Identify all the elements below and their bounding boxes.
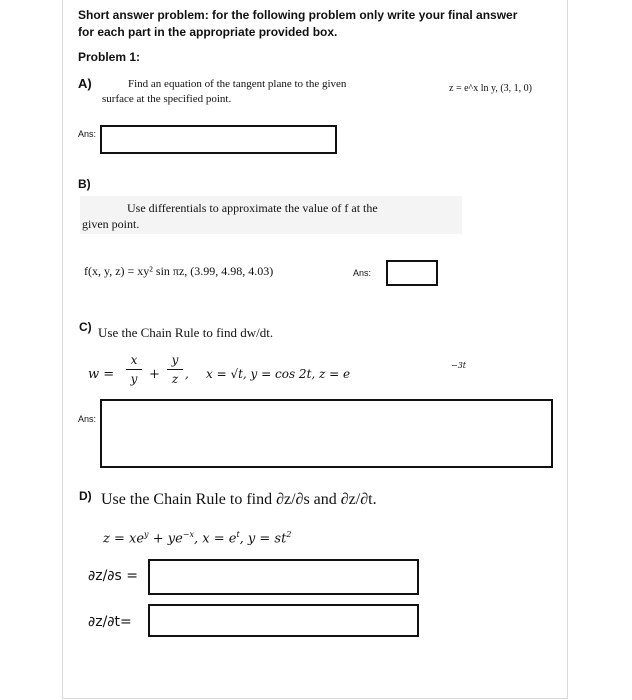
problem-title: Problem 1: (78, 50, 141, 64)
part-d-equation (103, 530, 291, 546)
part-a-prompt-line-2: surface at the specified point. (102, 93, 232, 105)
part-d-eq-exp3: t (236, 530, 240, 539)
part-a-answer-box[interactable] (100, 125, 337, 154)
part-a-equation: z = e^x ln y, (3, 1, 0) (449, 83, 532, 94)
part-a-prompt-line-1: Find an equation of the tangent plane to the given (128, 78, 347, 90)
part-d-eq-exp4: 2 (286, 530, 292, 539)
part-d-dt-answer-box[interactable] (148, 604, 419, 637)
part-c-frac2-denominator: z (171, 372, 179, 386)
part-c-comma: , (185, 367, 189, 381)
part-d-eq-exp2: −x (182, 530, 194, 539)
part-d-eq-start: z = xe (103, 531, 145, 547)
instructions-line-1: Short answer problem: for the following problem only write your final answer (78, 8, 518, 22)
part-d-dt-label: ∂z/∂t= (88, 614, 132, 630)
part-d-eq-rest: , x = e (193, 531, 237, 547)
part-c-prompt: Use the Chain Rule to find dw/dt. (98, 325, 274, 340)
part-c-frac1-bar (126, 369, 142, 370)
part-b-ans-label: Ans: (353, 268, 372, 278)
part-a-label: A) (78, 76, 92, 91)
part-d-eq-mid: + ye (148, 531, 183, 547)
part-c-frac1-denominator: y (130, 372, 138, 386)
part-b-prompt-line-1: Use differentials to approximate the value of f at the (127, 201, 378, 215)
part-d-eq-tail: , y = st (239, 531, 287, 547)
part-c-equation-tail: x = √t, y = cos 2t, z = e (206, 367, 351, 381)
part-d-eq-exp1: y (144, 530, 149, 539)
instructions-line-2: for each part in the appropriate provided box. (78, 25, 338, 39)
part-c-exponent: −3t (451, 361, 467, 370)
part-c-label: C) (79, 320, 92, 334)
part-c-answer-box[interactable] (100, 399, 553, 468)
part-d-label: D) (79, 489, 92, 503)
part-b-answer-box[interactable] (386, 260, 438, 286)
part-c-frac2-numerator: y (171, 353, 179, 367)
part-d-ds-answer-box[interactable] (148, 559, 419, 595)
part-c-w-lhs: w = (88, 367, 115, 382)
part-d-prompt: Use the Chain Rule to find ∂z/∂s and ∂z/∂t. (101, 491, 377, 508)
part-b-function: f(x, y, z) = xy² sin πz, (3.99, 4.98, 4.03) (84, 264, 274, 278)
part-c-plus: + (149, 367, 160, 382)
part-b-label: B) (78, 177, 91, 191)
part-c-frac1-numerator: x (130, 353, 138, 367)
part-d-ds-label: ∂z/∂s = (88, 568, 139, 584)
part-b-prompt-line-2: given point. (82, 217, 140, 231)
part-c-frac2-bar (167, 369, 183, 370)
part-c-ans-label: Ans: (78, 414, 97, 424)
part-a-ans-label: Ans: (78, 129, 97, 139)
